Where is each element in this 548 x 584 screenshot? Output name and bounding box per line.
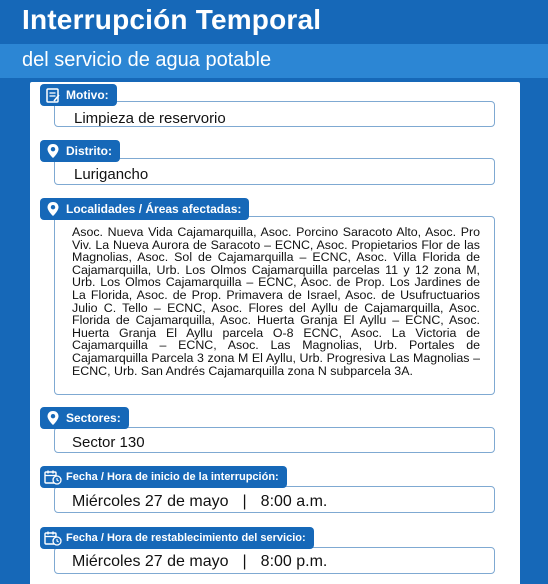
sectores-label: [40, 407, 129, 429]
sectores-label-text: Sectores:: [66, 411, 121, 425]
restablecimiento-label-text: Fecha / Hora de restablecimiento del servicio:: [66, 532, 306, 544]
restablecimiento-value: [72, 553, 327, 571]
distrito-label: [40, 140, 120, 162]
inicio-time: 8:00 a.m.: [260, 493, 328, 510]
inicio-value: [72, 493, 327, 511]
localidades-label-text: Localidades / Áreas afectadas:: [66, 202, 242, 216]
distrito-label-text: Distrito:: [66, 144, 112, 158]
calendar-clock-icon: [44, 468, 62, 486]
inicio-separator: |: [242, 493, 247, 510]
inicio-label-text: Fecha / Hora de inicio de la interrupción:: [66, 471, 279, 483]
location-pin-icon: [44, 409, 62, 427]
inicio-date: Miércoles 27 de mayo: [72, 493, 229, 510]
localidades-value: Asoc. Nueva Vida Cajamarquilla, Asoc. Porcino Saracoto Alto, Asoc. Pro Viv. La Nueva Aurora de Saracoto – ECNC, Asoc. Propietarios Flor de las Magnolias, Asoc. Sol de Cajamarquilla – ECNC, Asoc. Villa Florida de Cajamarquilla, Urb. Los Olmos Cajamarquilla parcelas 11 y 12 zona M, Urb. Los Olmos Cajamarquilla – ECNC, Asoc. de Prop. Los Jardines de La Florida, Asoc. de Prop. Primavera de Israel, Asoc. de Usufructuarios Julio C. Tello – ECNC, Asoc. Flores del Ayllu de Cajamarquilla, Asoc. Florida de Cajamarquilla, Asoc. Huerta Granja El Ayllu – ECNC, Asoc. Huerta Granja El Ayllu parcela O-8 ECNC, Asoc. La Victoria de Cajamarquilla – ECNC, Asoc. Las Magnolias, Urb. Portales de Cajamarquilla Parcela 3 zona M El Ayllu, Urb. Progresiva Las Magnolias – ECNC, Urb. San Andrés Cajamarquilla zona N subparcela 3A.: [72, 225, 480, 378]
distrito-value: Lurigancho: [74, 166, 149, 183]
motivo-label-text: Motivo:: [66, 88, 109, 102]
restablecimiento-label: [40, 527, 314, 549]
location-pin-icon: [44, 142, 62, 160]
inicio-label: [40, 466, 287, 488]
motivo-value: Limpieza de reservorio: [74, 110, 226, 127]
restablecimiento-time: 8:00 p.m.: [260, 553, 328, 570]
page-title: Interrupción Temporal: [22, 4, 322, 35]
page-subtitle: del servicio de agua potable: [22, 49, 272, 71]
restablecimiento-separator: |: [242, 553, 247, 570]
motivo-label: [40, 84, 117, 106]
location-pin-icon: [44, 200, 62, 218]
restablecimiento-date: Miércoles 27 de mayo: [72, 553, 229, 570]
sectores-value: Sector 130: [72, 434, 145, 451]
localidades-label: [40, 198, 249, 220]
clipboard-icon: [44, 86, 62, 104]
calendar-clock-icon: [44, 529, 62, 547]
